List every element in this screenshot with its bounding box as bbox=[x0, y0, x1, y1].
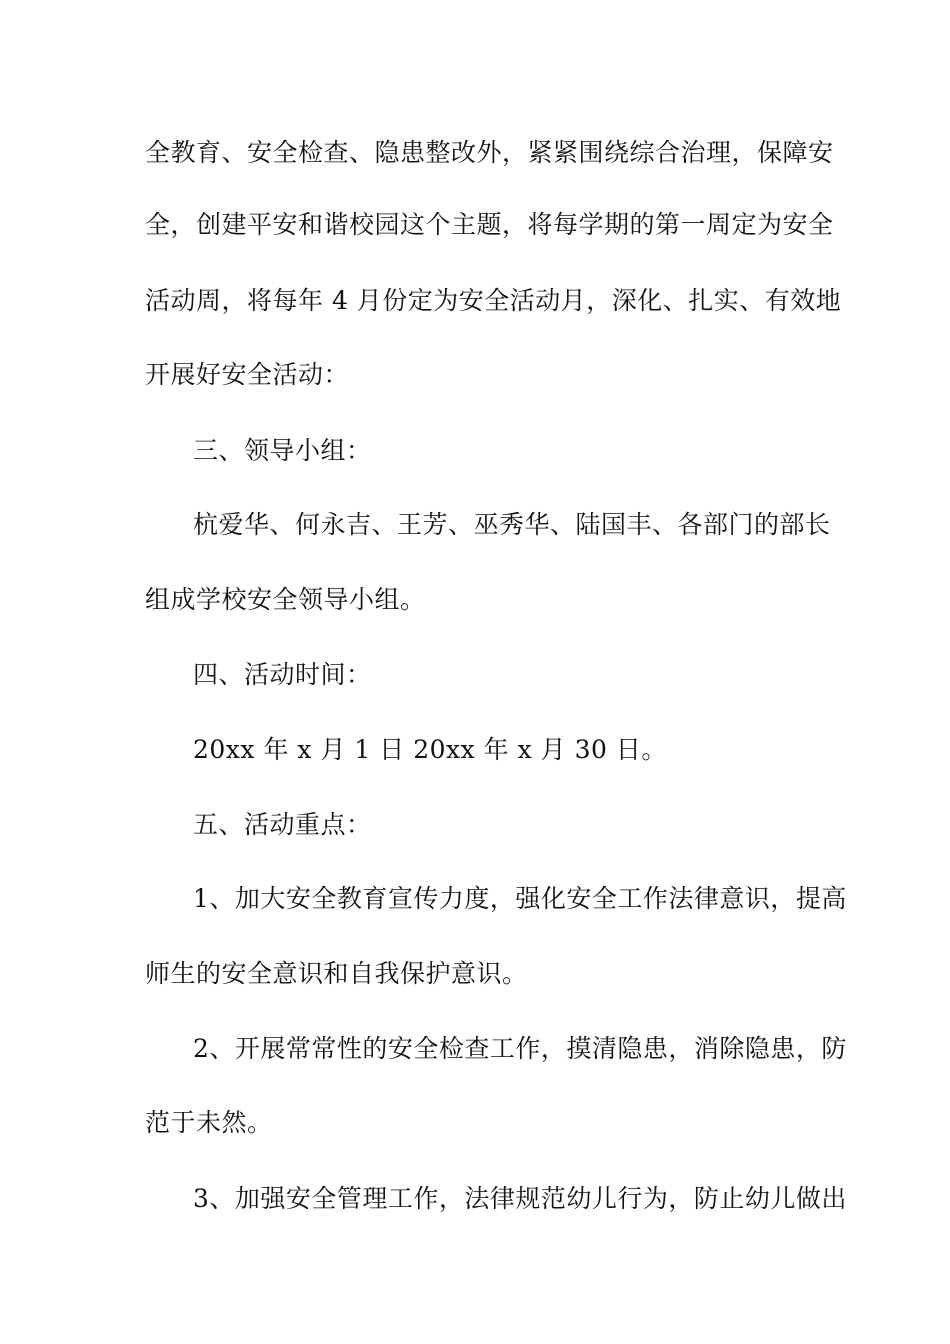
list-item-line: 范于未然。 bbox=[145, 1108, 273, 1137]
section-heading: 三、领导小组： bbox=[193, 436, 372, 465]
paragraph-line: 组成学校安全领导小组。 bbox=[145, 585, 426, 614]
section-heading: 四、活动时间： bbox=[193, 660, 372, 689]
paragraph-line: 全，创建平安和谐校园这个主题，将每学期的第一周定为安全 bbox=[145, 210, 834, 239]
paragraph-line: 杭爱华、何永吉、王芳、巫秀华、陆国丰、各部门的部长 bbox=[193, 510, 831, 539]
list-item-line: 师生的安全意识和自我保护意识。 bbox=[145, 959, 528, 988]
paragraph-line: 20xx 年 x 月 1 日 20xx 年 x 月 30 日。 bbox=[193, 735, 667, 764]
list-item-line: 2、开展常常性的安全检查工作，摸清隐患，消除隐患，防 bbox=[193, 1034, 847, 1063]
list-item-line: 3、加强安全管理工作，法律规范幼儿行为，防止幼儿做出 bbox=[193, 1184, 847, 1213]
paragraph-line: 活动周，将每年 4 月份定为安全活动月，深化、扎实、有效地 bbox=[145, 286, 842, 315]
list-item-line: 1、加大安全教育宣传力度，强化安全工作法律意识，提高 bbox=[193, 884, 847, 913]
section-heading: 五、活动重点： bbox=[193, 810, 372, 839]
paragraph-line: 开展好安全活动： bbox=[145, 360, 350, 389]
paragraph-line: 全教育、安全检查、隐患整改外，紧紧围绕综合治理，保障安 bbox=[145, 138, 834, 167]
